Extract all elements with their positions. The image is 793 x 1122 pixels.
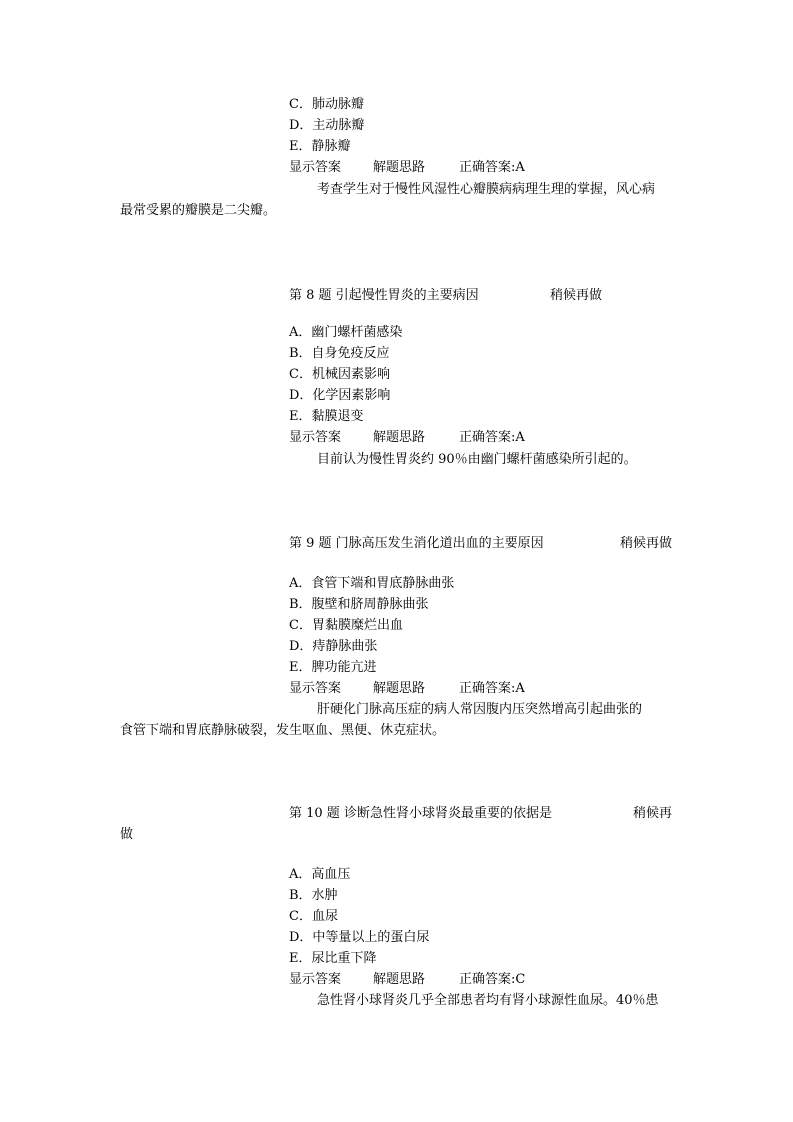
q7-actions — [289, 158, 525, 178]
q7-explanation-line2: 最常受累的瓣膜是二尖瓣。 — [120, 203, 277, 218]
q8-option-c: C．机械因素影响 — [289, 367, 390, 382]
q8-option-b: B．自身免疫反应 — [289, 346, 390, 361]
q7-solution[interactable]: 解题思路 — [373, 160, 426, 175]
q10-show-answer[interactable]: 显示答案 — [289, 972, 342, 987]
q9-solution[interactable]: 解题思路 — [373, 681, 426, 696]
q8-later-button[interactable]: 稍候再做 — [550, 288, 603, 303]
q7-explanation-line1: 考查学生对于慢性风湿性心瓣膜病病理生理的掌握，风心病 — [317, 182, 656, 197]
q9-later-button[interactable]: 稍候再做 — [620, 536, 673, 551]
q10-title: 第 10 题 诊断急性肾小球肾炎最重要的依据是 — [289, 806, 552, 821]
q10-later-button[interactable]: 稍候再 — [633, 806, 673, 821]
q8-show-answer[interactable]: 显示答案 — [289, 430, 342, 445]
q9-option-a: A．食管下端和胃底静脉曲张 — [289, 576, 455, 591]
q10-later-wrap[interactable]: 做 — [120, 827, 134, 842]
q8-title: 第 8 题 引起慢性胃炎的主要病因 — [289, 288, 479, 303]
q9-explanation-line1: 肝硬化门脉高压症的病人常因腹内压突然增高引起曲张的 — [317, 702, 643, 717]
q7-option-e: E．静脉瓣 — [289, 139, 351, 154]
q9-show-answer[interactable]: 显示答案 — [289, 681, 342, 696]
q7-correct-answer: 正确答案:A — [459, 160, 525, 175]
q8-option-e: E．黏膜退变 — [289, 409, 364, 424]
q10-option-d: D．中等量以上的蛋白尿 — [289, 930, 430, 945]
q7-option-d: D．主动脉瓣 — [289, 118, 365, 133]
q9-option-e: E．脾功能亢进 — [289, 660, 377, 675]
q8-option-d: D．化学因素影响 — [289, 388, 391, 403]
q10-option-a: A．高血压 — [289, 867, 351, 882]
q9-option-c: C．胃黏膜糜烂出血 — [289, 618, 403, 633]
q9-actions — [289, 679, 525, 699]
q9-correct-answer: 正确答案:A — [459, 681, 525, 696]
q8-solution[interactable]: 解题思路 — [373, 430, 426, 445]
q10-option-b: B．水肿 — [289, 888, 338, 903]
q9-explanation-line2: 食管下端和胃底静脉破裂，发生呕血、黑便、休克症状。 — [120, 723, 446, 738]
q10-actions — [289, 970, 525, 990]
q9-option-d: D．痔静脉曲张 — [289, 639, 378, 654]
q10-explanation-line1: 急性肾小球肾炎几乎全部患者均有肾小球源性血尿。40％患 — [317, 993, 659, 1008]
q9-title: 第 9 题 门脉高压发生消化道出血的主要原因 — [289, 536, 544, 551]
q10-solution[interactable]: 解题思路 — [373, 972, 426, 987]
q8-actions — [289, 428, 525, 448]
q8-option-a: A．幽门螺杆菌感染 — [289, 325, 403, 340]
q10-option-e: E．尿比重下降 — [289, 951, 377, 966]
q10-correct-answer: 正确答案:C — [459, 972, 526, 987]
q7-option-c: C．肺动脉瓣 — [289, 97, 364, 112]
q7-show-answer[interactable]: 显示答案 — [289, 160, 342, 175]
q10-option-c: C．血尿 — [289, 909, 338, 924]
q9-option-b: B．腹壁和脐周静脉曲张 — [289, 597, 429, 612]
q8-explanation-line1: 目前认为慢性胃炎约 90％由幽门螺杆菌感染所引起的。 — [317, 452, 637, 467]
q8-correct-answer: 正确答案:A — [459, 430, 525, 445]
